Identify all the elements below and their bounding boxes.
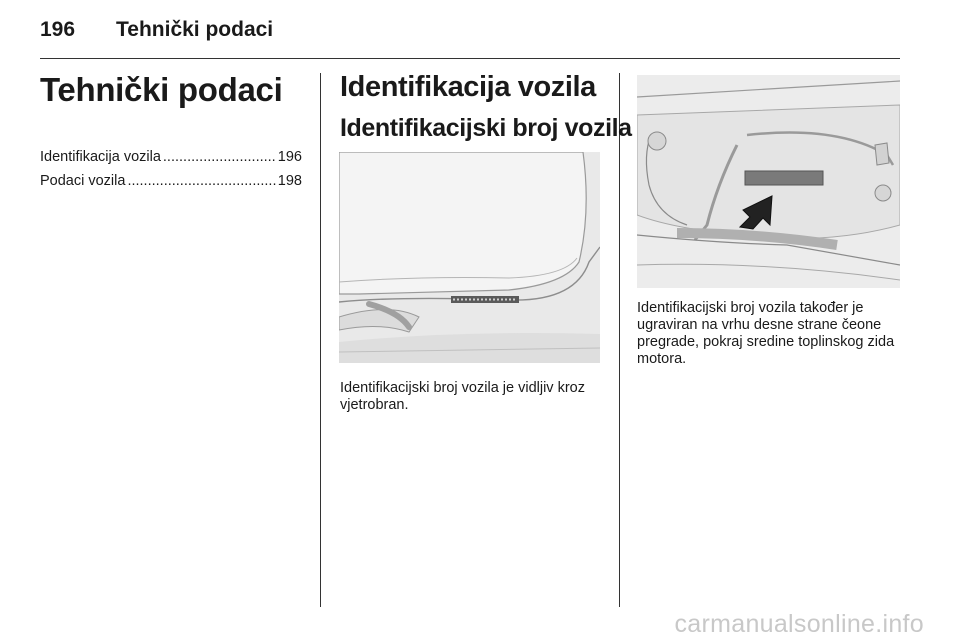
toc-item[interactable] xyxy=(40,173,302,197)
section-title: Identifikacija vozila xyxy=(340,71,596,103)
firewall-vin-caption: Identifikacijski broj vozila također je ugraviran na vrhu desne strane čeone pregrade, pokraj sredine toplinskog zida motora. xyxy=(637,300,895,367)
windshield-vin-drawing xyxy=(339,152,600,363)
windshield-vin-caption: Identifikacijski broj vozila je vidljiv kroz vjetrobran. xyxy=(340,380,585,413)
firewall-vin-drawing xyxy=(637,75,900,288)
toc-item-label: Identifikacija vozila xyxy=(40,149,161,165)
watermark-text: carmanualsonline.info xyxy=(674,610,924,638)
firewall-vin-illustration xyxy=(637,75,900,288)
column-divider-right xyxy=(619,73,620,607)
toc-item[interactable] xyxy=(40,149,302,173)
header-rule xyxy=(40,58,900,59)
subsection-title: Identifikacijski broj vozila xyxy=(340,114,632,142)
page-number: 196 xyxy=(40,18,76,41)
windshield-vin-illustration xyxy=(339,152,600,363)
chapter-title: Tehnički podaci xyxy=(40,71,283,108)
toc-leader-dots xyxy=(163,149,276,165)
chapter-toc xyxy=(40,149,302,197)
toc-item-label: Podaci vozila xyxy=(40,173,126,189)
toc-item-page: 196 xyxy=(277,149,302,165)
toc-item-page: 198 xyxy=(277,173,302,189)
column-divider-left xyxy=(320,73,321,607)
running-header-title: Tehnički podaci xyxy=(116,18,274,41)
toc-leader-dots xyxy=(127,173,275,189)
